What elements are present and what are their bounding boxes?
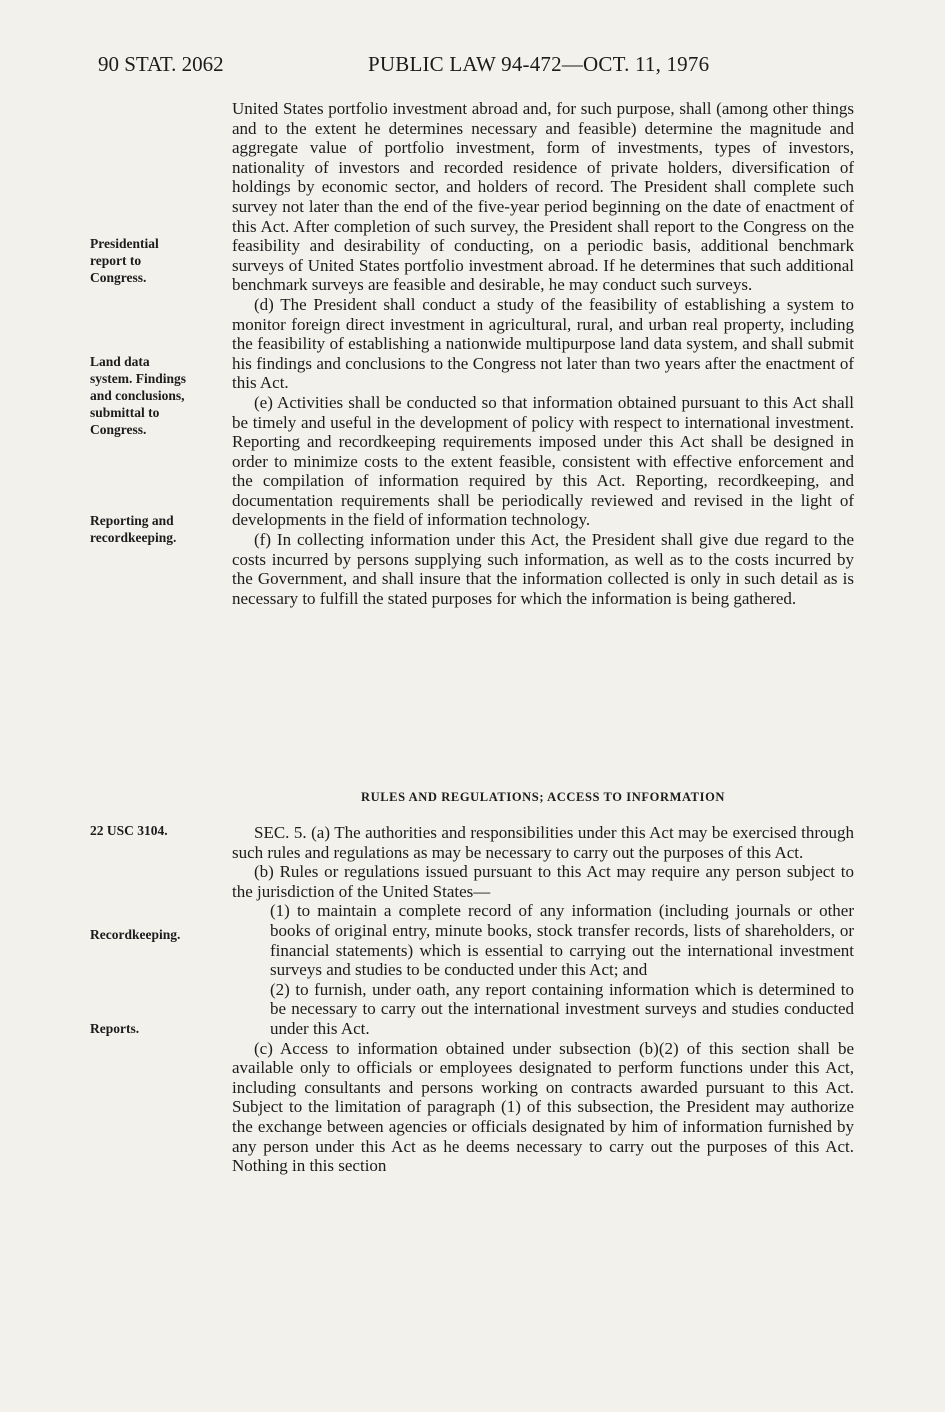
section-heading: RULES AND REGULATIONS; ACCESS TO INFORMATION: [360, 790, 726, 804]
paragraph-d: (d) The President shall conduct a study of the feasibility of establishing a system to monitor foreign direct investment in agricultural, rural, and urban real property, including the feasibility of establishing a nationwide multipurpose land data system, and shall submit his findings and conclusions to the Congress not later than two years after the enactment of this Act.: [232, 294, 854, 393]
body-text-lower: [232, 823, 854, 1176]
stat-citation: 90 STAT. 2062: [98, 52, 224, 76]
margin-note-reports: Reports.: [90, 1021, 140, 1036]
margin-note-reporting: Reporting and recordkeeping.: [90, 513, 177, 545]
public-law-title: PUBLIC LAW 94-472—OCT. 11, 1976: [368, 52, 710, 76]
paragraph-continued: United States portfolio investment abroad and, for such purpose, shall (among other things and to the extent he determines necessary and feasible) determine the magnitude and aggregate value of portfolio investment, form of investments, types of investors, nationality of investors and recorded residence of private holders, diversification of holdings by economic sector, and holders of record. The President shall complete such survey not later than the end of the five-year period beginning on the date of enactment of this Act. After completion of such survey, the President shall report to the Congress on the feasibility and desirability of conducting, on a periodic basis, additional benchmark surveys of United States portfolio investment abroad. If he determines that such additional benchmark surveys are feasible and desirable, he may conduct such surveys.: [232, 99, 854, 295]
paragraph-e: (e) Activities shall be conducted so that information obtained pursuant to this Act shall be timely and useful in the development of policy with respect to international investment. Reporting and recordkeeping requirements imposed under this Act shall be designed in order to minimize costs to the extent feasible, consistent with effective enforcement and the compilation of information required by this Act. Reporting, recordkeeping, and documentation requirements shall be periodically reviewed and revised in the light of developments in the field of information technology.: [232, 392, 854, 530]
section-5-b: (b) Rules or regulations issued pursuant to this Act may require any person subject to the jurisdiction of the United States—: [232, 862, 854, 901]
section-5-c: (c) Access to information obtained under subsection (b)(2) of this section shall be available only to officials or employees designated to perform functions under this Act, including consultants and persons working on contracts awarded pursuant to this Act. Subject to the limitation of paragraph (1) of this subsection, the President may authorize the exchange between agencies or officials designated by him of information furnished by any person under this Act as he deems necessary to carry out the purposes of this Act. Nothing in this section: [232, 1038, 854, 1176]
margin-note-usc: 22 USC 3104.: [90, 823, 168, 838]
body-text-upper: [232, 99, 854, 608]
page-header: [98, 52, 853, 82]
margin-note-recordkeeping: Recordkeeping.: [90, 927, 181, 942]
paragraph-f: (f) In collecting information under this Act, the President shall give due regard to the costs incurred by persons supplying such information, as well as to the costs incurred by the Government, and shall insure that the information collected is only in such detail as is necessary to fulfill the stated purposes for which the information is being gathered.: [232, 530, 854, 608]
section-5-a: SEC. 5. (a) The authorities and responsibilities under this Act may be exercised through such rules and regulations as may be necessary to carry out the purposes of this Act.: [232, 823, 854, 862]
section-5-b-1: (1) to maintain a complete record of any information (including journals or other books of original entry, minute books, stock transfer records, lists of shareholders, or financial statements) which is essential to carrying out the international investment surveys and studies to be conducted under this Act; and: [270, 901, 854, 980]
margin-note-presidential-report: Presidential report to Congress.: [90, 236, 159, 285]
section-5-b-2: (2) to furnish, under oath, any report containing information which is determined to be necessary to carry out the international investment surveys and studies conducted under this Act.: [270, 979, 854, 1038]
margin-note-land-data: Land data system. Findings and conclusions, submittal to Congress.: [90, 354, 187, 437]
